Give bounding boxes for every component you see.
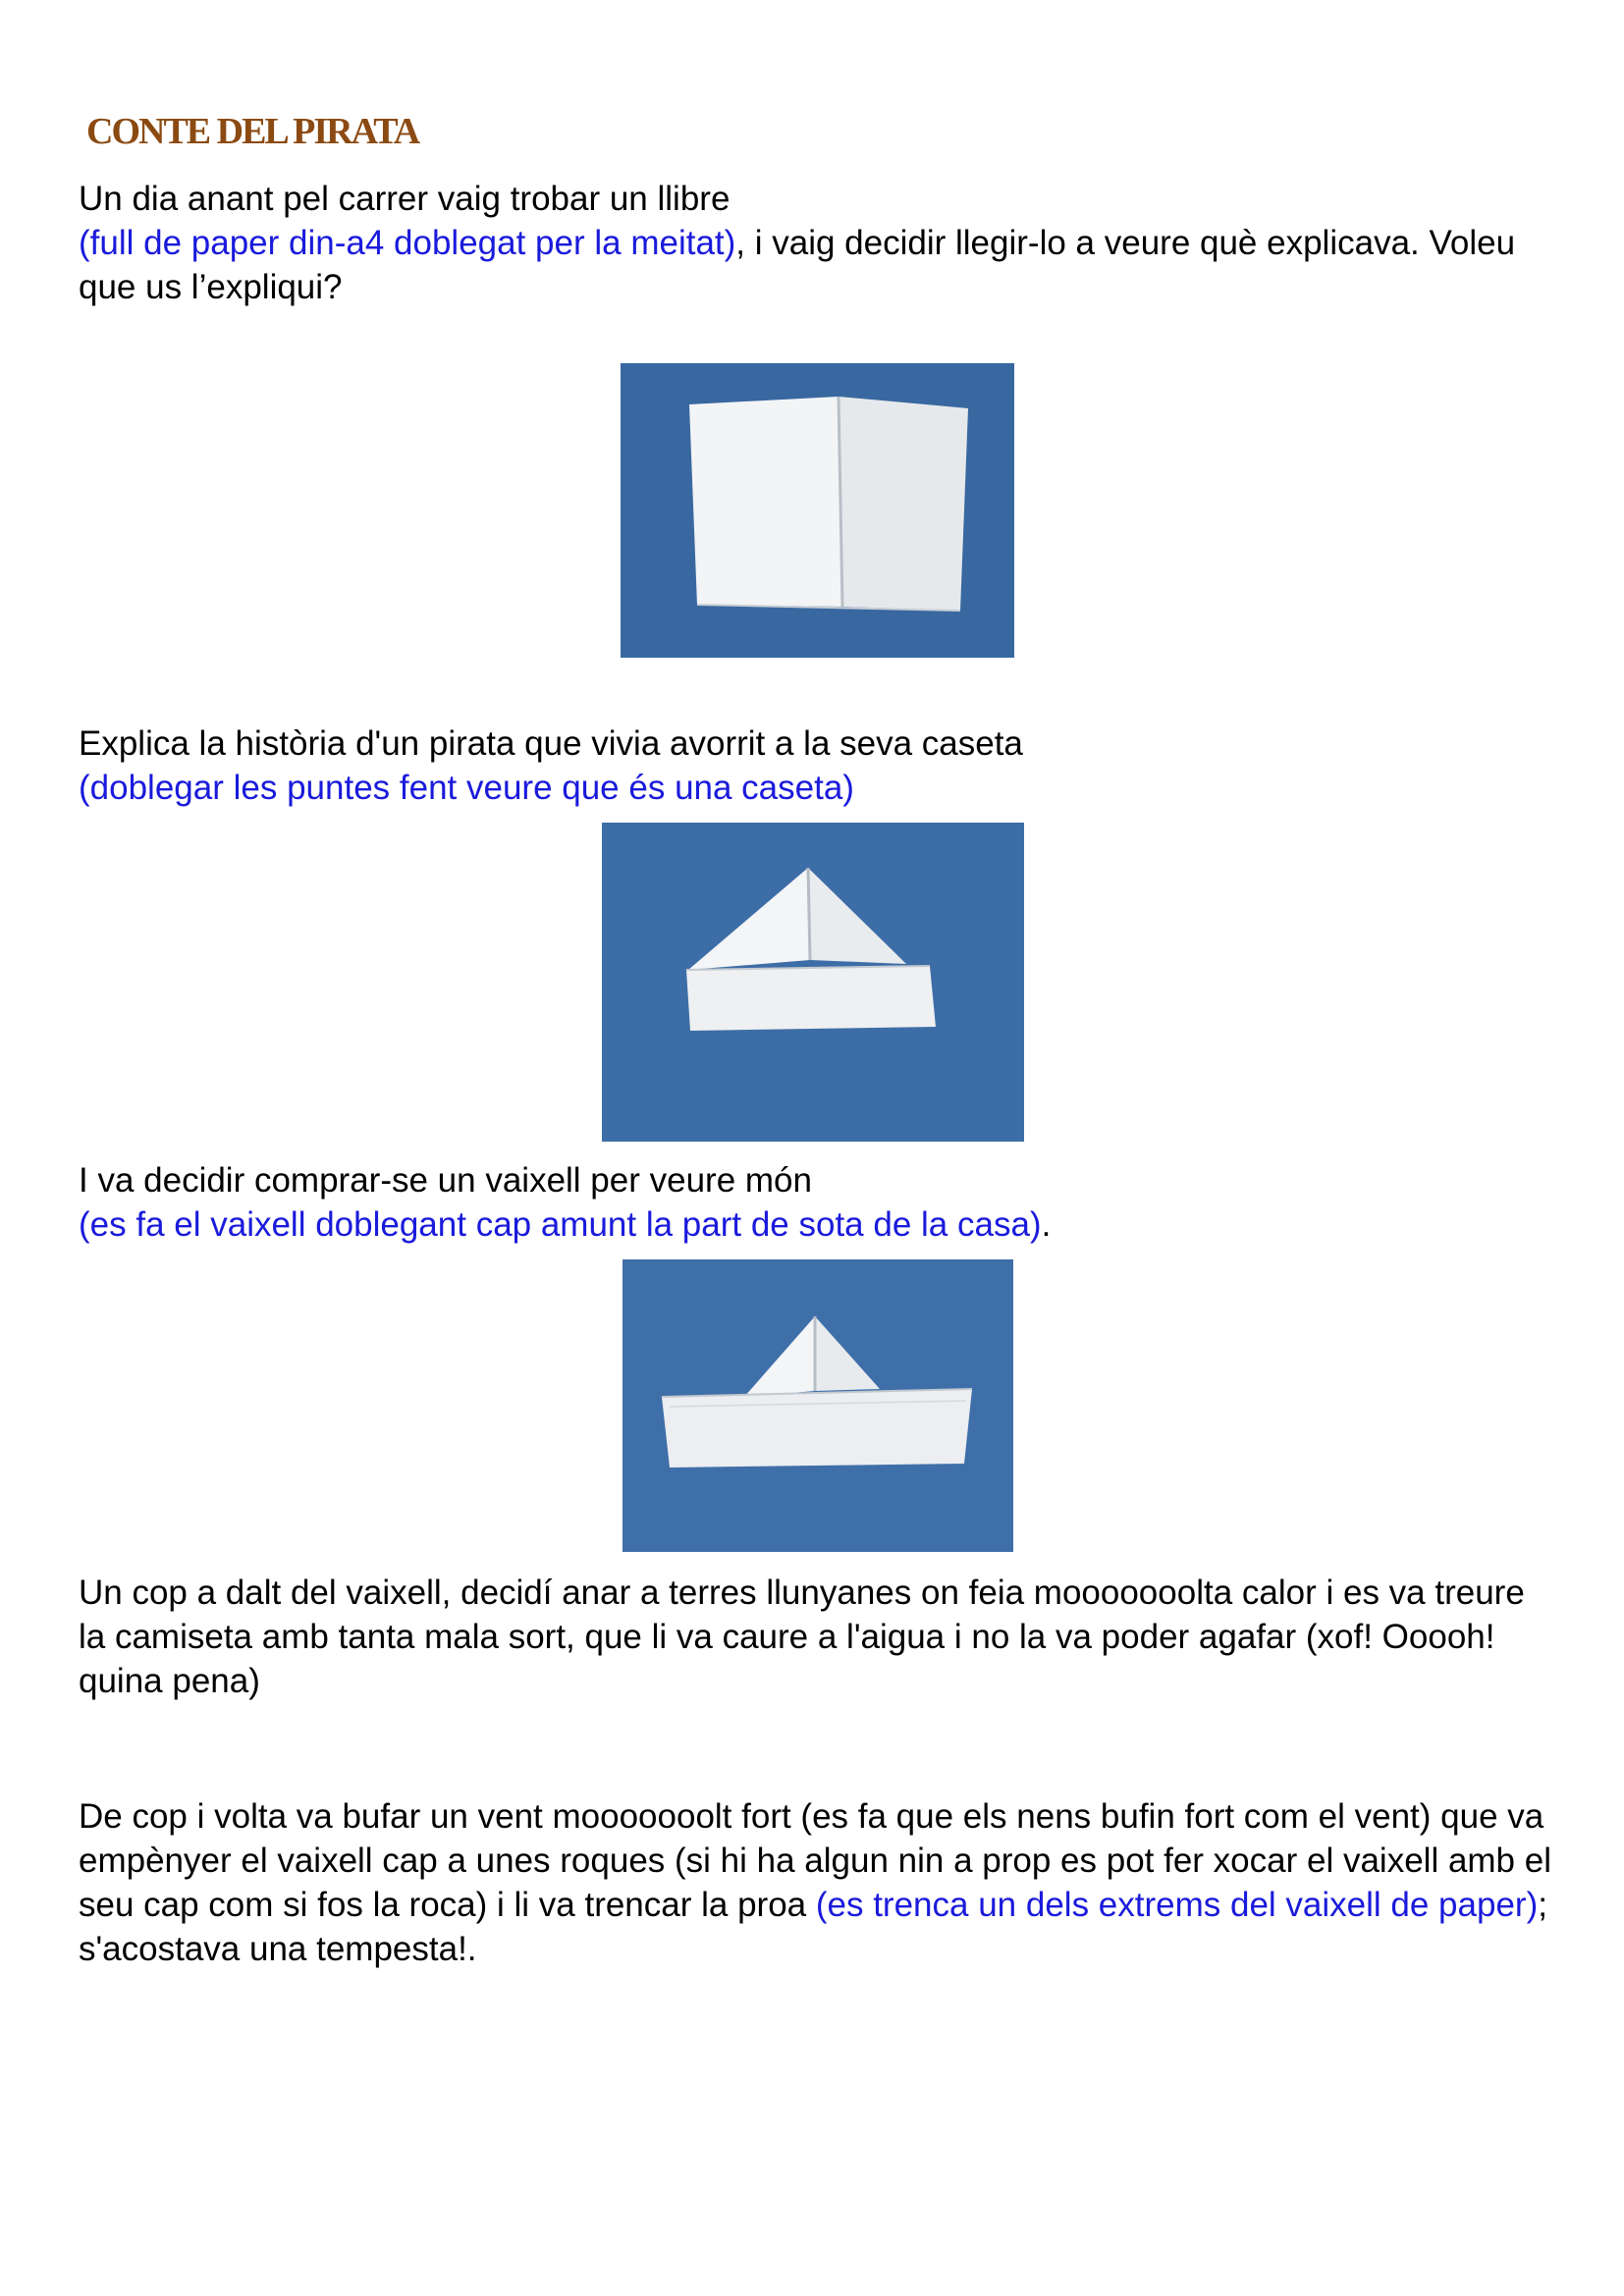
story-text: , i vaig decidir llegir-lo a veure què explicava. Voleu que us l’expliqui? xyxy=(79,224,1516,306)
paper-boat-image xyxy=(623,1259,1013,1552)
paper-house-image xyxy=(602,823,1024,1142)
paragraph-house xyxy=(79,721,1551,810)
instruction-note: (es trenca un dels extrems del vaixell de paper) xyxy=(815,1886,1539,1924)
photo-open-book xyxy=(621,363,1014,658)
story-text: ; s'acostava una tempesta!. xyxy=(79,1886,1547,1968)
page-title: CONTE DEL PIRATA xyxy=(86,111,419,152)
photo-paper-boat xyxy=(623,1259,1013,1552)
paragraph-shirt xyxy=(79,1571,1551,1703)
paragraph-boat xyxy=(79,1158,1551,1247)
paragraph-storm xyxy=(79,1794,1551,1971)
story-text: I va decidir comprar-se un vaixell per veure món xyxy=(79,1161,812,1200)
instruction-note: (full de paper din-a4 doblegat per la meitat) xyxy=(79,224,736,262)
story-text: De cop i volta va bufar un vent mooooooolt fort (es fa que els nens bufin fort com el vent) que va empènyer el vaixell cap a unes roques (si hi ha algun nin a prop es pot fer xocar el vaixell amb el seu cap com si fos la roca) i li va trencar la proa xyxy=(79,1797,1551,1924)
paragraph-book xyxy=(79,177,1551,309)
photo-paper-house xyxy=(602,823,1024,1142)
open-book-image xyxy=(621,363,1014,658)
story-text: Explica la història d'un pirata que vivia avorrit a la seva caseta xyxy=(79,724,1023,763)
instruction-note: (es fa el vaixell doblegant cap amunt la part de sota de la casa) xyxy=(79,1205,1042,1244)
instruction-note: (doblegar les puntes fent veure que és una caseta) xyxy=(79,769,854,807)
story-text: Un cop a dalt del vaixell, decidí anar a terres llunyanes on feia mooooooolta calor i es va treure la camiseta amb tanta mala sort, que li va caure a l'aigua i no la va poder agafar (xof! Ooooh! quina pena) xyxy=(79,1574,1525,1700)
story-text: . xyxy=(1041,1205,1052,1244)
story-text: Un dia anant pel carrer vaig trobar un llibre xyxy=(79,180,731,218)
